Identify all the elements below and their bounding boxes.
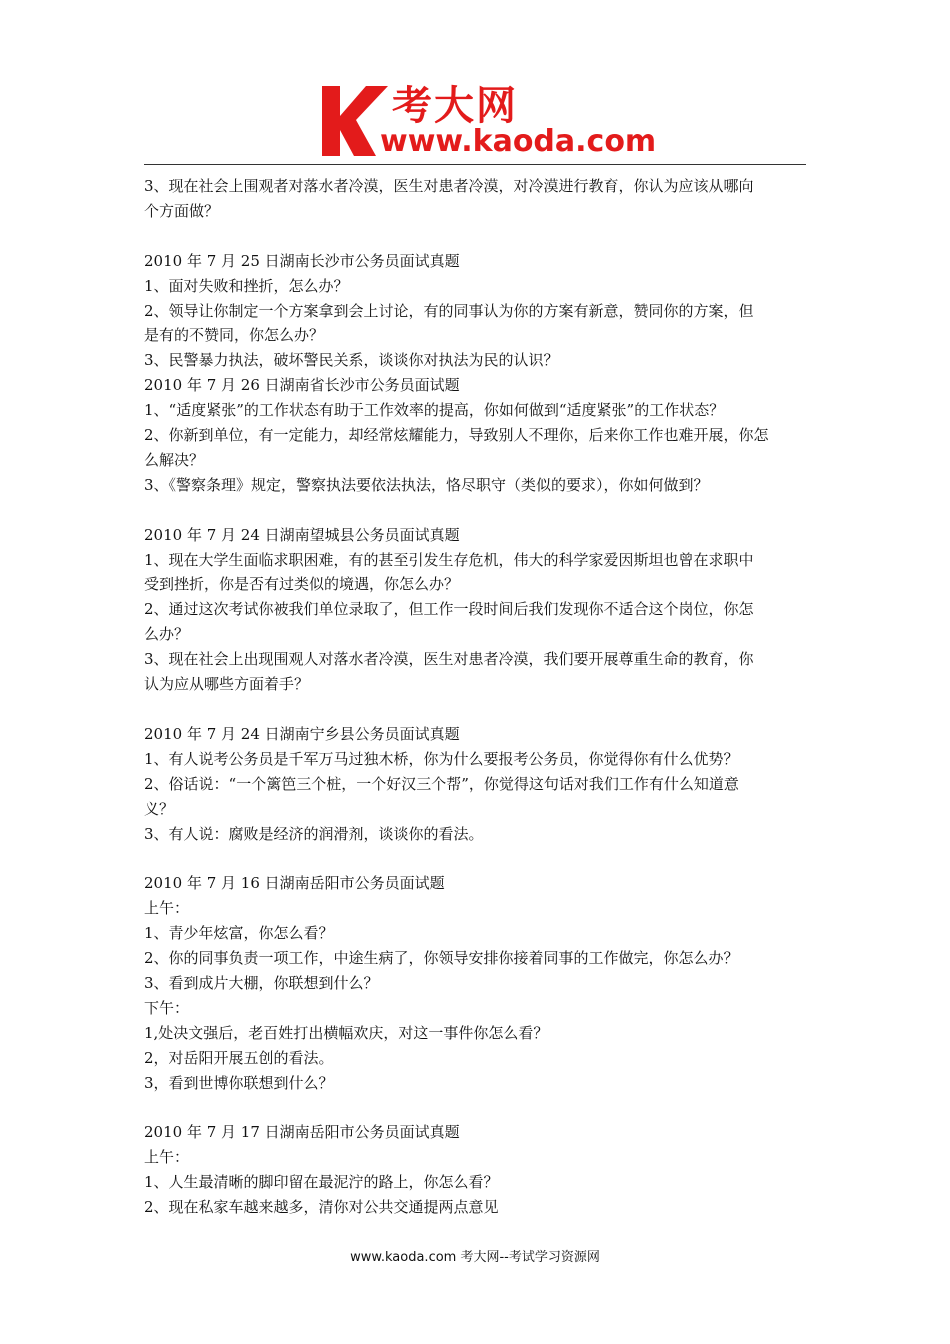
text-line: 2010 年 7 月 25 日湖南长沙市公务员面试真题 bbox=[144, 251, 460, 270]
text-line: 2010 年 7 月 17 日湖南岳阳市公务员面试真题 bbox=[144, 1123, 460, 1142]
text-line: 1、面对失败和挫折，怎么办？ bbox=[144, 276, 349, 295]
text-line: 3、有人说：腐败是经济的润滑剂，谈谈你的看法。 bbox=[144, 824, 484, 843]
text-line: 么办？ bbox=[144, 625, 190, 644]
text-line: 上午： bbox=[144, 1148, 190, 1167]
text-line: 1,处决文强后，老百姓打出横幅欢庆，对这一事件你怎么看？ bbox=[144, 1023, 549, 1042]
text-line: 2、你新到单位，有一定能力，却经常炫耀能力，导致别人不理你，后来你工作也难开展，你怎 bbox=[144, 426, 769, 445]
text-line: 2、通过这次考试你被我们单位录取了，但工作一段时间后我们发现你不适合这个岗位，你怎 bbox=[144, 600, 754, 619]
text-line: 3、民警暴力执法，破坏警民关系，谈谈你对执法为民的认识？ bbox=[144, 351, 559, 370]
text-line: 是有的不赞同，你怎么办？ bbox=[144, 326, 325, 345]
text-line: 1、现在大学生面临求职困难，有的甚至引发生存危机，伟大的科学家爱因斯坦也曾在求职中 bbox=[144, 550, 754, 569]
text-line: 3，看到世博你联想到什么？ bbox=[144, 1073, 334, 1092]
text-line: 么解决？ bbox=[144, 450, 205, 469]
text-line: 1、青少年炫富，你怎么看？ bbox=[144, 924, 334, 943]
kaoda-logo bbox=[318, 80, 657, 162]
text-line: 1、“适度紧张”的工作状态有助于工作效率的提高，你如何做到“适度紧张”的工作状态？ bbox=[144, 401, 725, 420]
text-line: 3、《警察条理》规定，警察执法要依法执法，恪尽职守（类似的要求），你如何做到？ bbox=[144, 475, 709, 494]
page-footer: www.kaoda.com 考大网--考试学习资源网 bbox=[350, 1250, 600, 1265]
logo-text: 考大网 bbox=[392, 83, 518, 129]
text-line: 3、现在社会上围观者对落水者冷漠，医生对患者冷漠，对冷漠进行教育，你认为应该从哪向 bbox=[144, 177, 754, 195]
text-line: 认为应从哪些方面着手？ bbox=[144, 675, 310, 694]
blank-line bbox=[144, 498, 810, 523]
text-line: 2、领导让你制定一个方案拿到会上讨论，有的同事认为你的方案有新意，赞同你的方案，但 bbox=[144, 301, 754, 320]
text-line: 2，对岳阳开展五创的看法。 bbox=[144, 1048, 334, 1067]
text-line: 2、你的同事负责一项工作，中途生病了，你领导安排你接着同事的工作做完，你怎么办？ bbox=[144, 949, 739, 968]
logo-url: www.kaoda.com bbox=[380, 124, 657, 159]
text-line: 2、现在私家车越来越多，清你对公共交通提两点意见 bbox=[144, 1198, 499, 1217]
text-line: 2010 年 7 月 24 日湖南宁乡县公务员面试真题 bbox=[144, 724, 460, 743]
document-body bbox=[144, 174, 810, 1220]
text-line: 下午： bbox=[144, 998, 190, 1017]
text-line: 3、看到成片大棚，你联想到什么？ bbox=[144, 973, 379, 992]
text-line: 2、俗话说：“一个篱笆三个桩，一个好汉三个帮”，你觉得这句话对我们工作有什么知道意 bbox=[144, 774, 739, 793]
text-line: 1、有人说考公务员是千军万马过独木桥，你为什么要报考公务员，你觉得你有什么优势？ bbox=[144, 749, 739, 768]
text-line: 上午： bbox=[144, 899, 190, 918]
text-line: 2010 年 7 月 16 日湖南岳阳市公务员面试题 bbox=[144, 874, 445, 893]
text-line: 3、现在社会上出现围观人对落水者冷漠，医生对患者冷漠，我们要开展尊重生命的教育，你 bbox=[144, 650, 754, 669]
blank-line bbox=[144, 846, 810, 871]
text-line: 2010 年 7 月 24 日湖南望城县公务员面试真题 bbox=[144, 525, 460, 544]
blank-line bbox=[144, 697, 810, 722]
text-line: 义？ bbox=[144, 799, 175, 818]
text-line: 个方面做？ bbox=[144, 201, 220, 220]
header-divider bbox=[144, 164, 806, 165]
text-line: 受到挫折，你是否有过类似的境遇，你怎么办？ bbox=[144, 575, 460, 594]
text-line: 2010 年 7 月 26 日湖南省长沙市公务员面试题 bbox=[144, 376, 460, 395]
text-line: 1、人生最清晰的脚印留在最泥泞的路上，你怎么看？ bbox=[144, 1173, 499, 1192]
blank-line bbox=[144, 1095, 810, 1120]
blank-line bbox=[144, 224, 810, 249]
